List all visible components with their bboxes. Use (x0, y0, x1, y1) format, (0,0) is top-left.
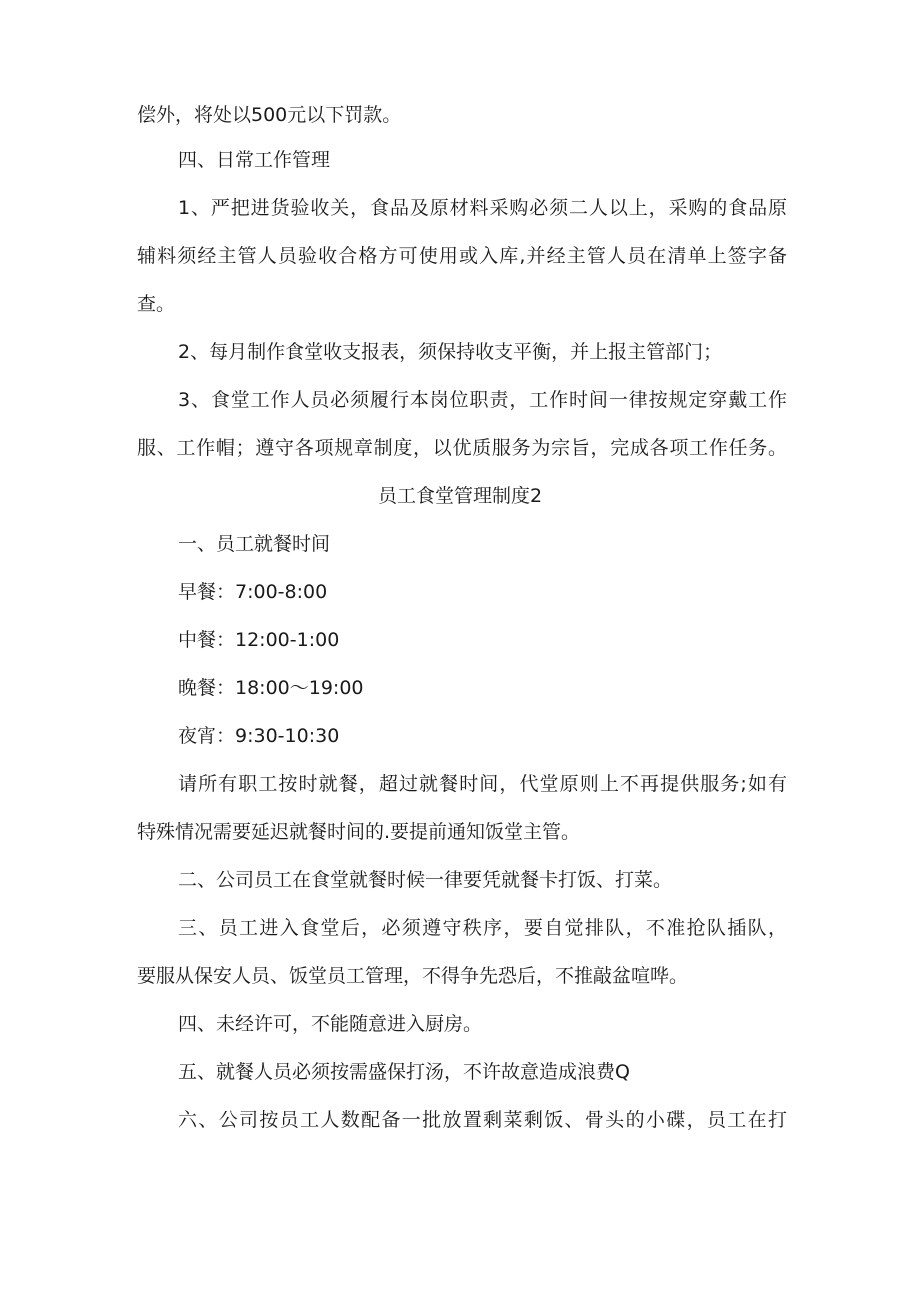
paragraph-line: 1、严把进货验收关，食品及原材料采购必须二人以上，采购的食品原 (178, 197, 787, 219)
paragraph-line: 服、工作帽；遵守各项规章制度，以优质服务为宗旨，完成各项工作任务。 (137, 437, 787, 459)
paragraph-line: 辅料须经主管人员验收合格方可使用或入库,并经主管人员在清单上签字备 (137, 245, 787, 267)
paragraph-line: 特殊情况需要延迟就餐时间的.要提前通知饭堂主管。 (137, 821, 581, 843)
paragraph-line: 五、就餐人员必须按需盛保打汤，不许故意造成浪费Q (178, 1061, 630, 1083)
paragraph-line: 请所有职工按时就餐，超过就餐时间，代堂原则上不再提供服务;如有 (178, 773, 787, 795)
paragraph-line: 六、公司按员工人数配备一批放置剩菜剩饭、骨头的小碟，员工在打 (178, 1109, 787, 1131)
paragraph-line: 四、未经许可，不能随意进入厨房。 (178, 1013, 483, 1035)
section-heading: 一、员工就餐时间 (178, 533, 331, 555)
paragraph-line: 3、食堂工作人员必须履行本岗位职责，工作时间一律按规定穿戴工作 (178, 389, 787, 411)
section-heading: 四、日常工作管理 (178, 149, 331, 171)
paragraph-line: 2、每月制作食堂收支报表，须保持收支平衡，并上报主管部门； (178, 341, 723, 363)
meal-time-late-night: 夜宵：9:30-10:30 (178, 725, 340, 747)
paragraph-line: 偿外，将处以500元以下罚款。 (137, 104, 402, 126)
document-title: 员工食堂管理制度2 (377, 485, 543, 507)
paragraph-line: 查。 (137, 293, 176, 315)
meal-time-breakfast: 早餐：7:00-8:00 (178, 581, 328, 603)
paragraph-line: 三、员工进入食堂后，必须遵守秩序，要自觉排队，不准抢队插队， (178, 917, 787, 939)
paragraph-line: 二、公司员工在食堂就餐时候一律要凭就餐卡打饭、打菜。 (178, 869, 673, 891)
paragraph-line: 要服从保安人员、饭堂员工管理，不得争先恐后，不推敲盆喧哗。 (137, 965, 689, 987)
meal-time-lunch: 中餐：12:00-1:00 (178, 629, 340, 651)
meal-time-dinner: 晚餐：18:00～19:00 (178, 677, 364, 699)
